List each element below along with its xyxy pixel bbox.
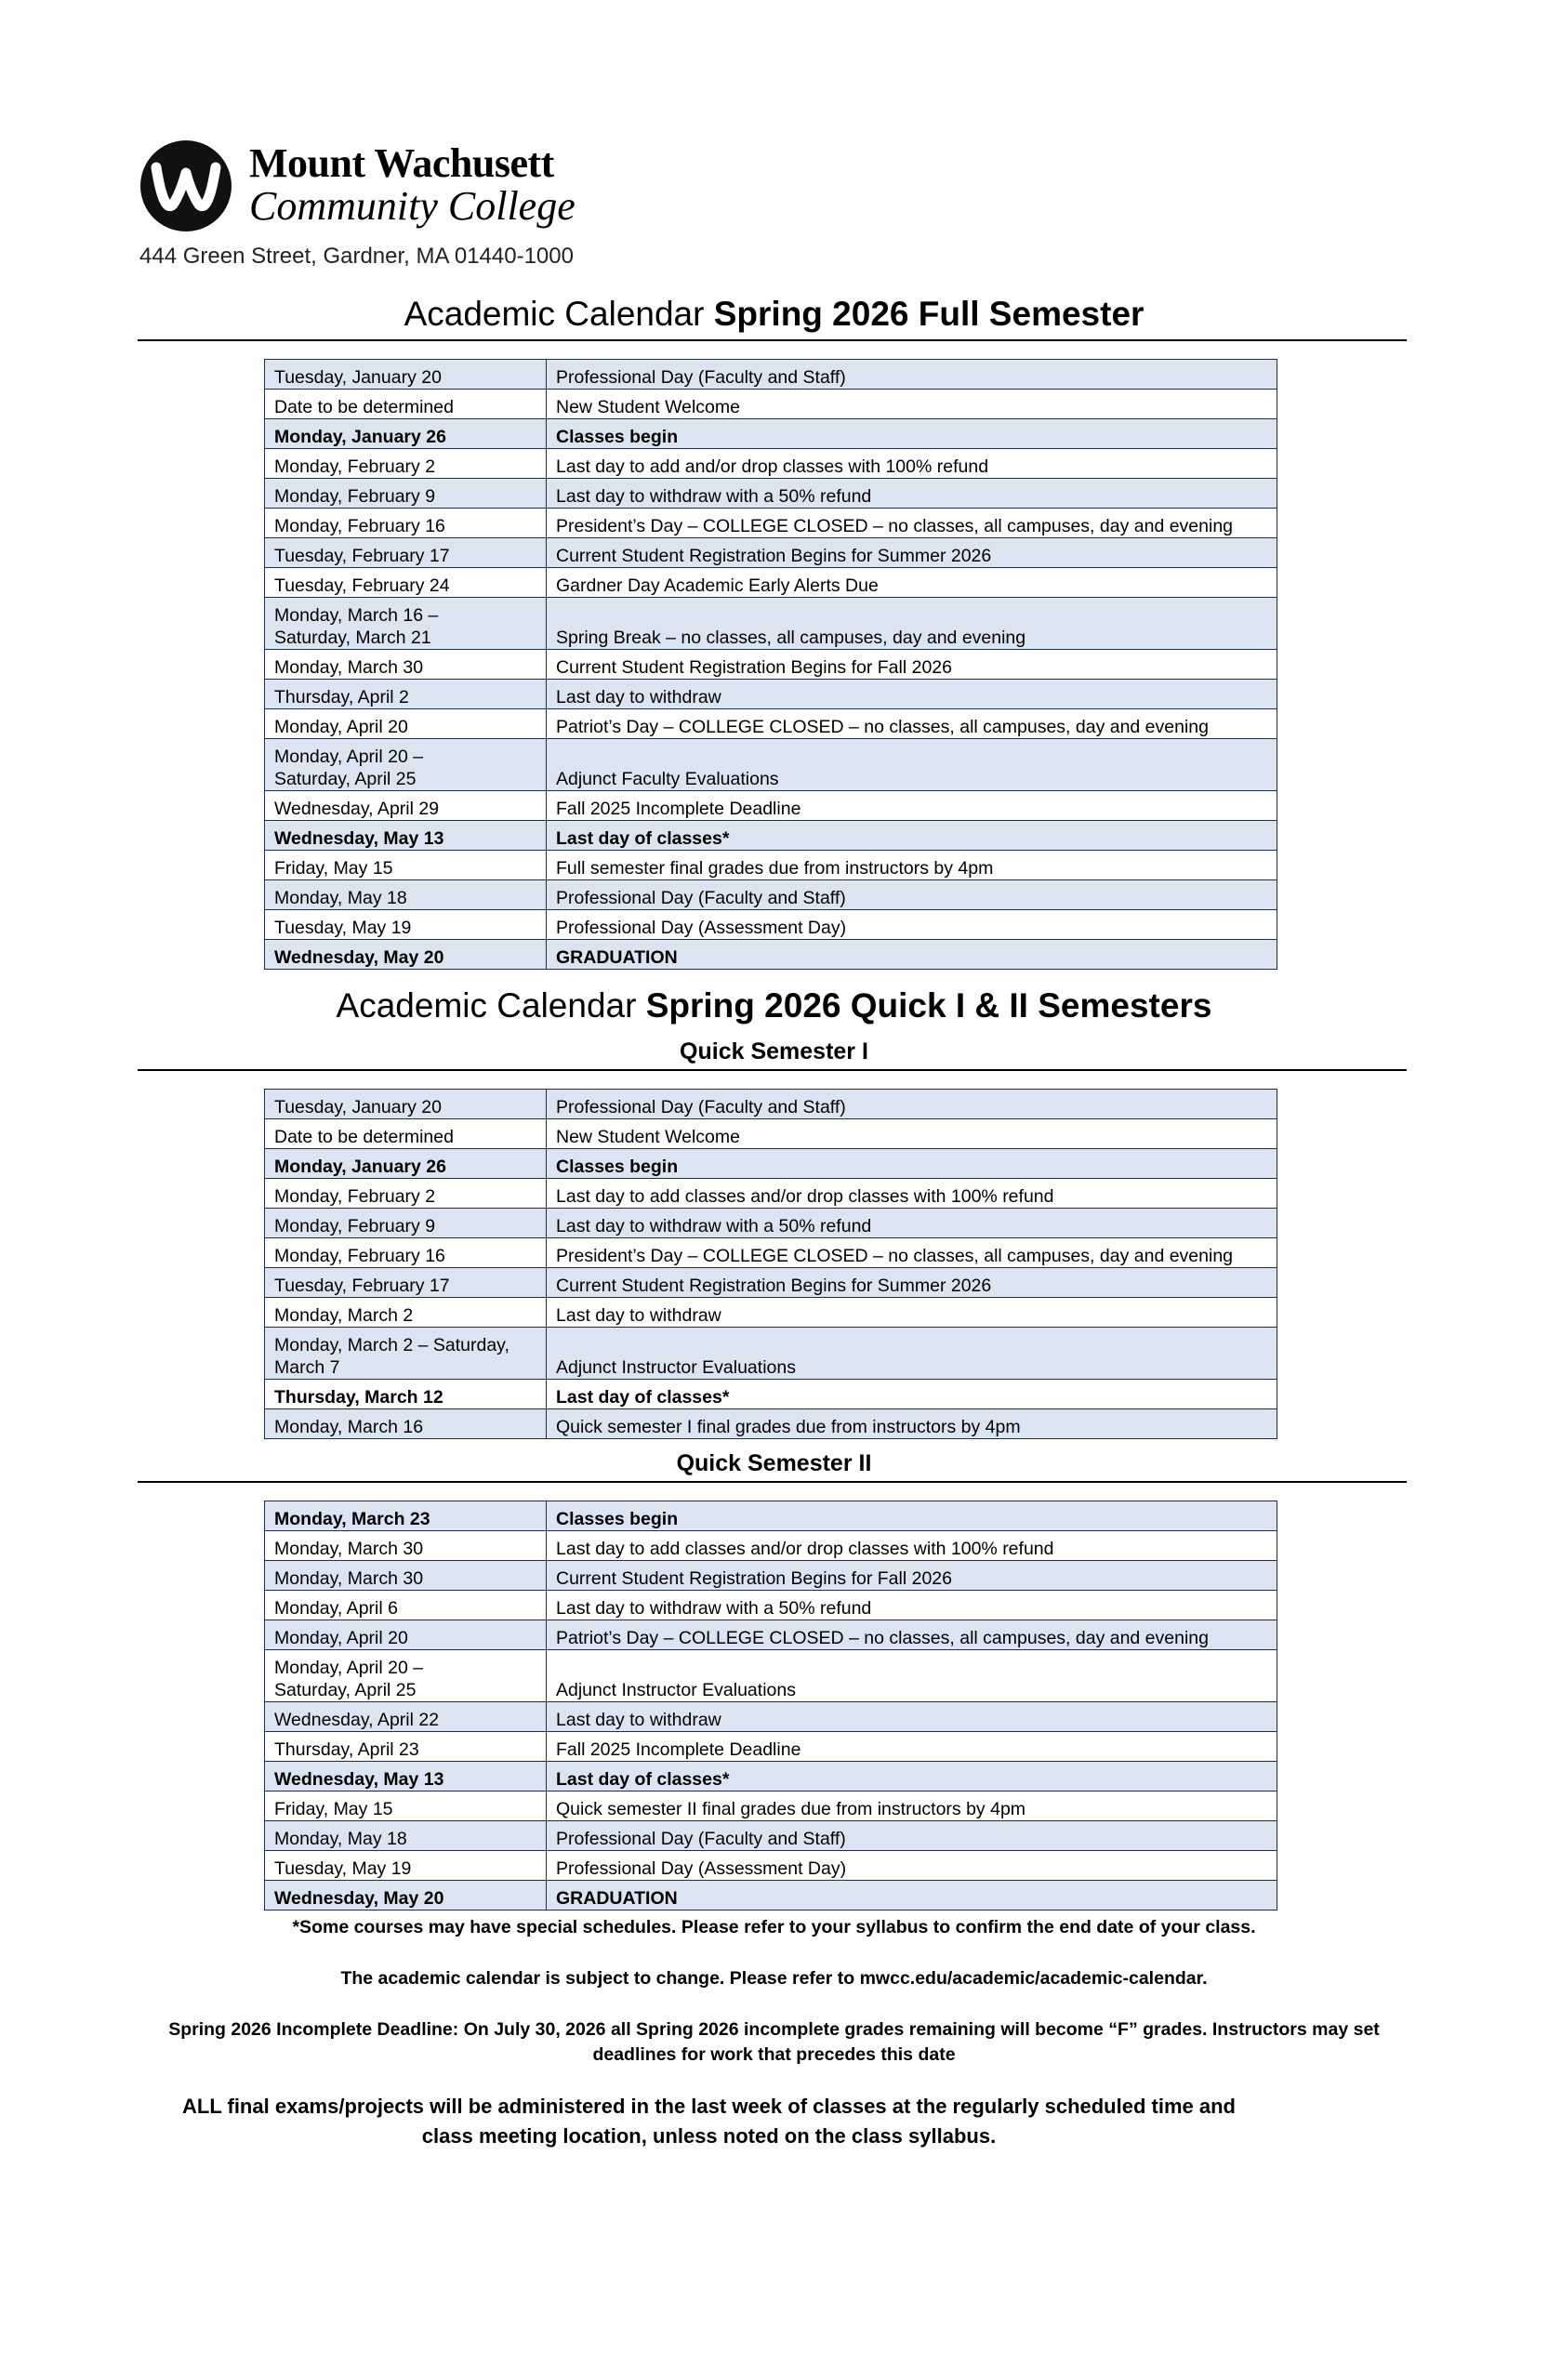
row-date: Monday, January 26 <box>265 1149 547 1179</box>
calendar-change-note: The academic calendar is subject to change. Please refer to mwcc.edu/academic/academic-calendar. <box>340 1968 1208 1989</box>
row-date: Wednesday, April 29 <box>265 791 547 821</box>
table-row <box>265 1298 1277 1328</box>
table-row <box>265 1821 1277 1851</box>
row-date: Monday, February 9 <box>265 479 547 509</box>
row-date: Monday, February 16 <box>265 1238 547 1268</box>
row-event: Professional Day (Faculty and Staff) <box>547 1090 1277 1119</box>
row-event: Gardner Day Academic Early Alerts Due <box>547 568 1277 598</box>
row-event: Last day to add and/or drop classes with 100% refund <box>547 449 1277 479</box>
table-row <box>265 509 1277 538</box>
final-exams-note-line-2: class meeting location, unless noted on the class syllabus. <box>421 2124 997 2148</box>
row-date: Monday, March 30 <box>265 650 547 680</box>
table-row <box>265 568 1277 598</box>
row-event: Last day to add classes and/or drop classes with 100% refund <box>547 1531 1277 1561</box>
table-row <box>265 709 1277 739</box>
table-row <box>265 449 1277 479</box>
table-row <box>265 739 1277 791</box>
row-date: Tuesday, January 20 <box>265 360 547 390</box>
incomplete-deadline-note-line-2: deadlines for work that precedes this date <box>592 2044 956 2065</box>
row-date: Monday, March 2 <box>265 1298 547 1328</box>
row-date: Monday, April 6 <box>265 1591 547 1620</box>
table-row <box>265 538 1277 568</box>
row-event: GRADUATION <box>547 1881 1277 1911</box>
row-event: Full semester final grades due from instructors by 4pm <box>547 851 1277 880</box>
row-event: Last day to withdraw with a 50% refund <box>547 1209 1277 1238</box>
table-row <box>265 791 1277 821</box>
college-name: Mount Wachusett <box>249 140 554 186</box>
row-event: Classes begin <box>547 419 1277 449</box>
table-row <box>265 479 1277 509</box>
row-date: Wednesday, May 20 <box>265 940 547 970</box>
college-subname: Community College <box>249 183 576 229</box>
row-event: Quick semester II final grades due from instructors by 4pm <box>547 1792 1277 1821</box>
row-date: Thursday, March 12 <box>265 1380 547 1409</box>
row-event: Last day to withdraw with a 50% refund <box>547 1591 1277 1620</box>
row-date: Tuesday, February 24 <box>265 568 547 598</box>
row-date: Monday, March 30 <box>265 1531 547 1561</box>
row-event: Professional Day (Assessment Day) <box>547 1851 1277 1881</box>
full-heading-bold: Spring 2026 Full Semester <box>713 295 1144 333</box>
table-row <box>265 910 1277 940</box>
row-event: Last day to add classes and/or drop classes with 100% refund <box>547 1179 1277 1209</box>
table-row <box>265 419 1277 449</box>
table-row <box>265 1650 1277 1702</box>
row-event: Current Student Registration Begins for Summer 2026 <box>547 1268 1277 1298</box>
row-event: Quick semester I final grades due from instructors by 4pm <box>547 1409 1277 1439</box>
row-event: Professional Day (Faculty and Staff) <box>547 360 1277 390</box>
table-row <box>265 360 1277 390</box>
quick-semester-1-heading: Quick Semester I <box>680 1038 868 1064</box>
table-row <box>265 1501 1277 1531</box>
row-date: Monday, May 18 <box>265 880 547 910</box>
section-rule <box>138 1481 1407 1483</box>
row-event: Last day to withdraw with a 50% refund <box>547 479 1277 509</box>
table-row <box>265 1851 1277 1881</box>
row-event: Last day of classes* <box>547 1380 1277 1409</box>
row-date: Friday, May 15 <box>265 851 547 880</box>
quick-heading-bold: Spring 2026 Quick I & II Semesters <box>645 986 1212 1025</box>
table-row <box>265 1090 1277 1119</box>
table-row <box>265 1238 1277 1268</box>
table-row <box>265 940 1277 970</box>
row-event: Professional Day (Faculty and Staff) <box>547 880 1277 910</box>
final-exams-note-line-1: ALL final exams/projects will be administered in the last week of classes at the regularly scheduled time and <box>182 2095 1236 2118</box>
row-date: Monday, April 20 <box>265 709 547 739</box>
row-event: Classes begin <box>547 1149 1277 1179</box>
row-event: Fall 2025 Incomplete Deadline <box>547 791 1277 821</box>
quick-semesters-heading <box>0 985 1548 1026</box>
row-date: Monday, March 23 <box>265 1501 547 1531</box>
row-date: Date to be determined <box>265 390 547 419</box>
table-row <box>265 851 1277 880</box>
table-row <box>265 1702 1277 1732</box>
row-date: Tuesday, February 17 <box>265 1268 547 1298</box>
table-row <box>265 1268 1277 1298</box>
full-semester-table <box>264 359 1277 970</box>
row-event: Professional Day (Faculty and Staff) <box>547 1821 1277 1851</box>
section-rule <box>138 339 1407 341</box>
row-date: Tuesday, May 19 <box>265 910 547 940</box>
row-event: Classes begin <box>547 1501 1277 1531</box>
row-date: Wednesday, May 20 <box>265 1881 547 1911</box>
row-event: Adjunct Instructor Evaluations <box>547 1650 1277 1702</box>
row-event: Last day of classes* <box>547 1762 1277 1792</box>
row-date: Monday, February 2 <box>265 1179 547 1209</box>
quick-semester-2-heading: Quick Semester II <box>676 1450 872 1476</box>
table-row <box>265 1409 1277 1439</box>
row-event: Adjunct Instructor Evaluations <box>547 1328 1277 1380</box>
table-row <box>265 650 1277 680</box>
row-date: Monday, April 20 <box>265 1620 547 1650</box>
quick-semester-1-table <box>264 1089 1277 1439</box>
row-event: New Student Welcome <box>547 390 1277 419</box>
quick-semester-2-table <box>264 1501 1277 1911</box>
table-row <box>265 1179 1277 1209</box>
row-event: President’s Day – COLLEGE CLOSED – no classes, all campuses, day and evening <box>547 509 1277 538</box>
table-row <box>265 1792 1277 1821</box>
row-event: Last day to withdraw <box>547 680 1277 709</box>
row-event: Current Student Registration Begins for Fall 2026 <box>547 1561 1277 1591</box>
table-row <box>265 1561 1277 1591</box>
row-date: Monday, March 16 – Saturday, March 21 <box>265 598 547 650</box>
table-row <box>265 821 1277 851</box>
table-row <box>265 1762 1277 1792</box>
row-date: Friday, May 15 <box>265 1792 547 1821</box>
row-event: GRADUATION <box>547 940 1277 970</box>
table-row <box>265 1531 1277 1561</box>
table-row <box>265 1591 1277 1620</box>
table-row <box>265 1620 1277 1650</box>
row-event: Last day of classes* <box>547 821 1277 851</box>
section-rule <box>138 1069 1407 1071</box>
row-event: New Student Welcome <box>547 1119 1277 1149</box>
table-row <box>265 1380 1277 1409</box>
full-heading-prefix: Academic Calendar <box>404 295 714 333</box>
row-event: President’s Day – COLLEGE CLOSED – no classes, all campuses, day and evening <box>547 1238 1277 1268</box>
special-schedules-note: *Some courses may have special schedules. Please refer to your syllabus to confirm the end date of your class. <box>292 1917 1256 1937</box>
row-event: Last day to withdraw <box>547 1702 1277 1732</box>
row-date: Wednesday, May 13 <box>265 821 547 851</box>
row-date: Monday, May 18 <box>265 1821 547 1851</box>
table-row <box>265 1732 1277 1762</box>
row-event: Fall 2025 Incomplete Deadline <box>547 1732 1277 1762</box>
row-date: Date to be determined <box>265 1119 547 1149</box>
row-date: Tuesday, January 20 <box>265 1090 547 1119</box>
table-row <box>265 598 1277 650</box>
row-date: Monday, January 26 <box>265 419 547 449</box>
row-date: Monday, March 16 <box>265 1409 547 1439</box>
row-event: Last day to withdraw <box>547 1298 1277 1328</box>
row-event: Patriot’s Day – COLLEGE CLOSED – no classes, all campuses, day and evening <box>547 1620 1277 1650</box>
row-date: Monday, February 2 <box>265 449 547 479</box>
row-event: Professional Day (Assessment Day) <box>547 910 1277 940</box>
row-event: Spring Break – no classes, all campuses, day and evening <box>547 598 1277 650</box>
table-row <box>265 1881 1277 1911</box>
college-logo-icon <box>139 139 232 232</box>
row-date: Tuesday, May 19 <box>265 1851 547 1881</box>
full-semester-heading <box>0 294 1548 335</box>
table-row <box>265 680 1277 709</box>
row-date: Monday, March 30 <box>265 1561 547 1591</box>
row-date: Wednesday, April 22 <box>265 1702 547 1732</box>
table-row <box>265 1209 1277 1238</box>
row-date: Monday, April 20 – Saturday, April 25 <box>265 739 547 791</box>
row-event: Patriot’s Day – COLLEGE CLOSED – no classes, all campuses, day and evening <box>547 709 1277 739</box>
row-date: Monday, February 16 <box>265 509 547 538</box>
row-date: Monday, April 20 – Saturday, April 25 <box>265 1650 547 1702</box>
row-event: Current Student Registration Begins for Summer 2026 <box>547 538 1277 568</box>
row-date: Tuesday, February 17 <box>265 538 547 568</box>
quick-heading-prefix: Academic Calendar <box>336 986 646 1025</box>
row-date: Thursday, April 23 <box>265 1732 547 1762</box>
row-event: Adjunct Faculty Evaluations <box>547 739 1277 791</box>
row-date: Thursday, April 2 <box>265 680 547 709</box>
table-row <box>265 1149 1277 1179</box>
table-row <box>265 390 1277 419</box>
incomplete-deadline-note-line-1: Spring 2026 Incomplete Deadline: On July 30, 2026 all Spring 2026 incomplete grades remaining will become “F” grades. Instructors may set <box>168 2019 1380 2040</box>
table-row <box>265 1119 1277 1149</box>
row-event: Current Student Registration Begins for Fall 2026 <box>547 650 1277 680</box>
college-address: 444 Green Street, Gardner, MA 01440-1000 <box>139 244 574 269</box>
table-row <box>265 1328 1277 1380</box>
row-date: Monday, March 2 – Saturday, March 7 <box>265 1328 547 1380</box>
row-date: Wednesday, May 13 <box>265 1762 547 1792</box>
table-row <box>265 880 1277 910</box>
row-date: Monday, February 9 <box>265 1209 547 1238</box>
